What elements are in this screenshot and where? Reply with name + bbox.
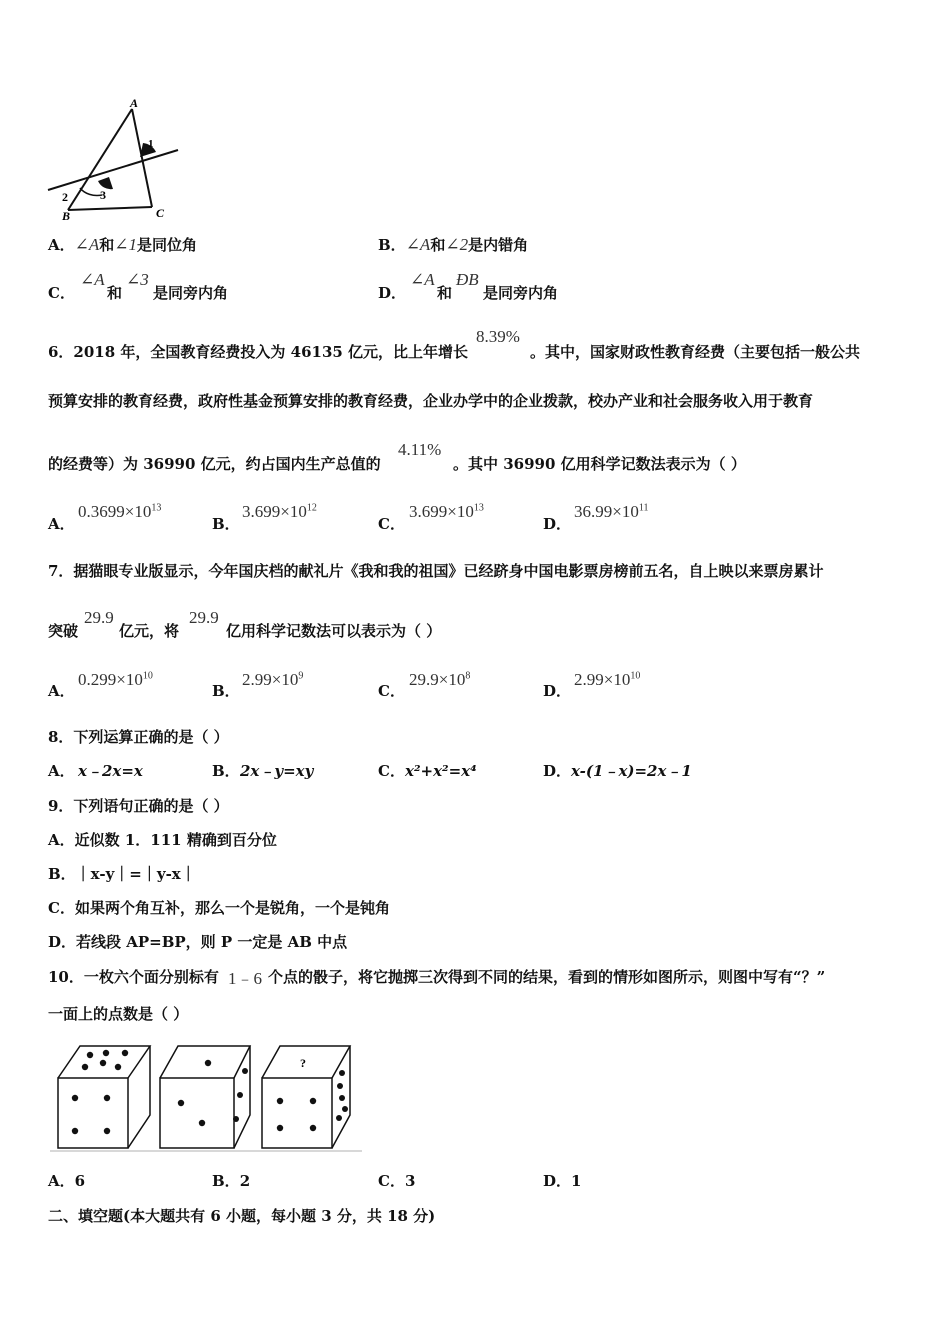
label-c: C (156, 206, 165, 220)
q5-c-math1: ∠A (80, 270, 105, 289)
q10-option-b (212, 1172, 250, 1190)
q6-d-times: ×10 (612, 502, 639, 521)
q5-b-prefix: B． (378, 236, 406, 254)
transversal-line (48, 150, 178, 190)
label-b: B (62, 209, 71, 223)
q6-d-base: 36.99 (574, 502, 613, 521)
q7-line2-math2: 29.9 (189, 608, 219, 627)
q6-line3-a: 的经费等）为 36990 亿元，约占国内生产总值的 (48, 455, 381, 473)
triangle-figure (40, 95, 190, 225)
q6-b-base: 3.699 (242, 502, 281, 521)
q6-b-exp: 12 (306, 502, 317, 514)
die-2 (160, 1046, 250, 1148)
q7-line1: 7．据猫眼专业版显示，今年国庆档的献礼片《我和我的祖国》已经跻身中国电影票房榜前五名，自上映以来票房累计 (48, 562, 824, 580)
q5-c-text: 是同旁内角 (153, 284, 229, 302)
q7-line2-math1: 29.9 (84, 608, 114, 627)
q5-option-b (378, 236, 528, 254)
q10-a-label: A． (48, 1172, 75, 1190)
q7-option-b-label: B． (212, 682, 240, 700)
q5-a-math2: ∠1 (114, 235, 138, 254)
q8-option-b-expr: 2x﹣y=xy (240, 762, 314, 780)
q6-option-d-label: D． (543, 515, 572, 533)
q10-line1-math: 1﹣6 (228, 969, 262, 988)
q6-option-a-value (78, 502, 161, 522)
label-2: 2 (62, 190, 68, 204)
q10-c-value: 3 (404, 1172, 416, 1190)
q8-option-c-expr: x²+x²=x⁴ (405, 762, 477, 780)
q7-a-times: ×10 (116, 670, 143, 689)
die-1-top-dots (82, 1050, 128, 1070)
q10-a-value: 6 (74, 1172, 86, 1190)
q6-d-exp: 11 (638, 502, 649, 514)
q8-option-d-expr: x-(1﹣x)=2x﹣1 (571, 762, 692, 780)
q7-option-d-value (574, 670, 640, 690)
q7-c-times: ×10 (438, 670, 466, 689)
q6-option-b-value (242, 502, 317, 522)
q7-option-c-value (409, 670, 470, 690)
q5-option-a (48, 236, 197, 254)
q6-b-times: ×10 (280, 502, 307, 521)
q10-d-value: 1 (571, 1172, 582, 1190)
q9-option-b: B．｜x-y｜=｜y-x｜ (48, 865, 196, 883)
q5-b-math2: ∠2 (445, 235, 469, 254)
q10-b-value: 2 (239, 1172, 251, 1190)
q5-b-math1: ∠A (405, 235, 431, 254)
die-3 (262, 1046, 350, 1148)
dice-figure (50, 1043, 365, 1153)
q10-option-a (48, 1172, 85, 1190)
q6-line1-math: 8.39% (476, 327, 520, 346)
q7-line2-c: 亿用科学记数法可以表示为（ ） (226, 622, 442, 640)
q7-line2-b: 亿元，将 (119, 622, 180, 640)
section-2-heading: 二、填空题(本大题共有 6 小题，每小题 3 分，共 18 分) (48, 1207, 436, 1225)
q8-option-b-label: B． (212, 762, 240, 780)
q7-option-a-label: A． (48, 682, 75, 700)
q8-option-c-label: C． (378, 762, 405, 780)
q6-c-exp: 13 (473, 502, 484, 514)
q7-c-base: 29.9 (409, 670, 439, 689)
q7-c-exp: 8 (465, 670, 471, 682)
q8-option-d-label: D． (543, 762, 572, 780)
q10-line2: 一面上的点数是（ ） (48, 1005, 189, 1023)
q5-d-text: 是同旁内角 (483, 284, 559, 302)
q6-line2: 预算安排的教育经费，政府性基金预算安排的教育经费，企业办学中的企业拨款，校办产业和社会服务收入用于教育 (48, 392, 814, 410)
q5-d-prefix: D． (378, 284, 407, 302)
q6-option-a-label: A． (48, 515, 75, 533)
q5-a-text: 是同位角 (137, 236, 198, 254)
label-a: A (130, 96, 139, 110)
q7-option-c-label: C． (378, 682, 405, 700)
q10-b-label: B． (212, 1172, 240, 1190)
q7-option-d-label: D． (543, 682, 572, 700)
q6-option-c-value (409, 502, 484, 522)
q5-d-math2: ÐB (456, 270, 479, 289)
label-3: 3 (100, 188, 106, 202)
q6-line1-a: 6．2018 年，全国教育经费投入为 46135 亿元，比上年增长 (48, 343, 469, 361)
q9-option-c: C．如果两个角互补，那么一个是锐角，一个是钝角 (48, 899, 390, 917)
q7-a-exp: 10 (142, 670, 153, 682)
q7-b-times: ×10 (271, 670, 299, 689)
die-3-dots (277, 1070, 348, 1131)
die-3-question-mark: ? (300, 1056, 306, 1070)
q7-d-exp: 10 (630, 670, 641, 682)
q7-d-base: 2.99 (574, 670, 604, 689)
q10-line1-b: 个点的骰子，将它抛掷三次得到不同的结果，看到的情形如图所示，则图中写有“？” (268, 968, 826, 986)
label-1: 1 (148, 138, 154, 150)
q6-a-times: ×10 (124, 502, 152, 521)
q8-stem: 8．下列运算正确的是（ ） (48, 728, 229, 746)
q10-c-label: C． (378, 1172, 405, 1190)
q9-option-a: A．近似数 1．111 精确到百分位 (48, 831, 277, 849)
q6-line3-b: 。其中 36990 亿用科学记数法表示为（ ） (453, 455, 746, 473)
q5-c-prefix: C． (48, 284, 75, 302)
die-1-front-dots (72, 1095, 110, 1134)
q10-option-c (378, 1172, 415, 1190)
q6-a-exp: 13 (151, 502, 162, 514)
q7-b-base: 2.99 (242, 670, 272, 689)
q6-c-base: 3.699 (409, 502, 448, 521)
q6-option-c-label: C． (378, 515, 405, 533)
q6-option-d-value (574, 502, 648, 522)
q8-option-a-label: A． (48, 762, 75, 780)
q6-a-base: 0.3699 (78, 502, 125, 521)
q10-line1-a: 10．一枚六个面分别标有 (48, 968, 219, 986)
q5-c-he: 和 (107, 284, 123, 302)
q7-a-base: 0.299 (78, 670, 117, 689)
q5-a-math1: ∠A (74, 235, 100, 254)
q7-d-times: ×10 (603, 670, 631, 689)
q5-b-text: 是内错角 (468, 236, 529, 254)
q5-a-prefix: A． (48, 236, 75, 254)
q10-d-label: D． (543, 1172, 572, 1190)
angle-mark-2 (80, 188, 102, 196)
q10-option-d (543, 1172, 581, 1190)
q7-line2-a: 突破 (48, 622, 79, 640)
q5-d-he: 和 (437, 284, 453, 302)
q9-option-d: D．若线段 AP=BP，则 P 一定是 AB 中点 (48, 933, 348, 951)
triangle-side-bc (68, 207, 152, 210)
q5-b-he: 和 (430, 236, 446, 254)
q7-option-b-value (242, 670, 303, 690)
q8-option-a-expr: x﹣2x=x (78, 762, 143, 780)
q5-d-math1: ∠A (410, 270, 435, 289)
q7-b-exp: 9 (298, 670, 304, 682)
q6-line3-math: 4.11% (398, 440, 442, 459)
q5-a-he: 和 (99, 236, 115, 254)
q6-option-b-label: B． (212, 515, 240, 533)
q9-stem: 9．下列语句正确的是（ ） (48, 797, 229, 815)
q6-c-times: ×10 (447, 502, 474, 521)
q5-c-math2: ∠3 (126, 270, 149, 289)
q6-line1-b: 。其中，国家财政性教育经费（主要包括一般公共 (530, 343, 861, 361)
q7-option-a-value (78, 670, 153, 690)
